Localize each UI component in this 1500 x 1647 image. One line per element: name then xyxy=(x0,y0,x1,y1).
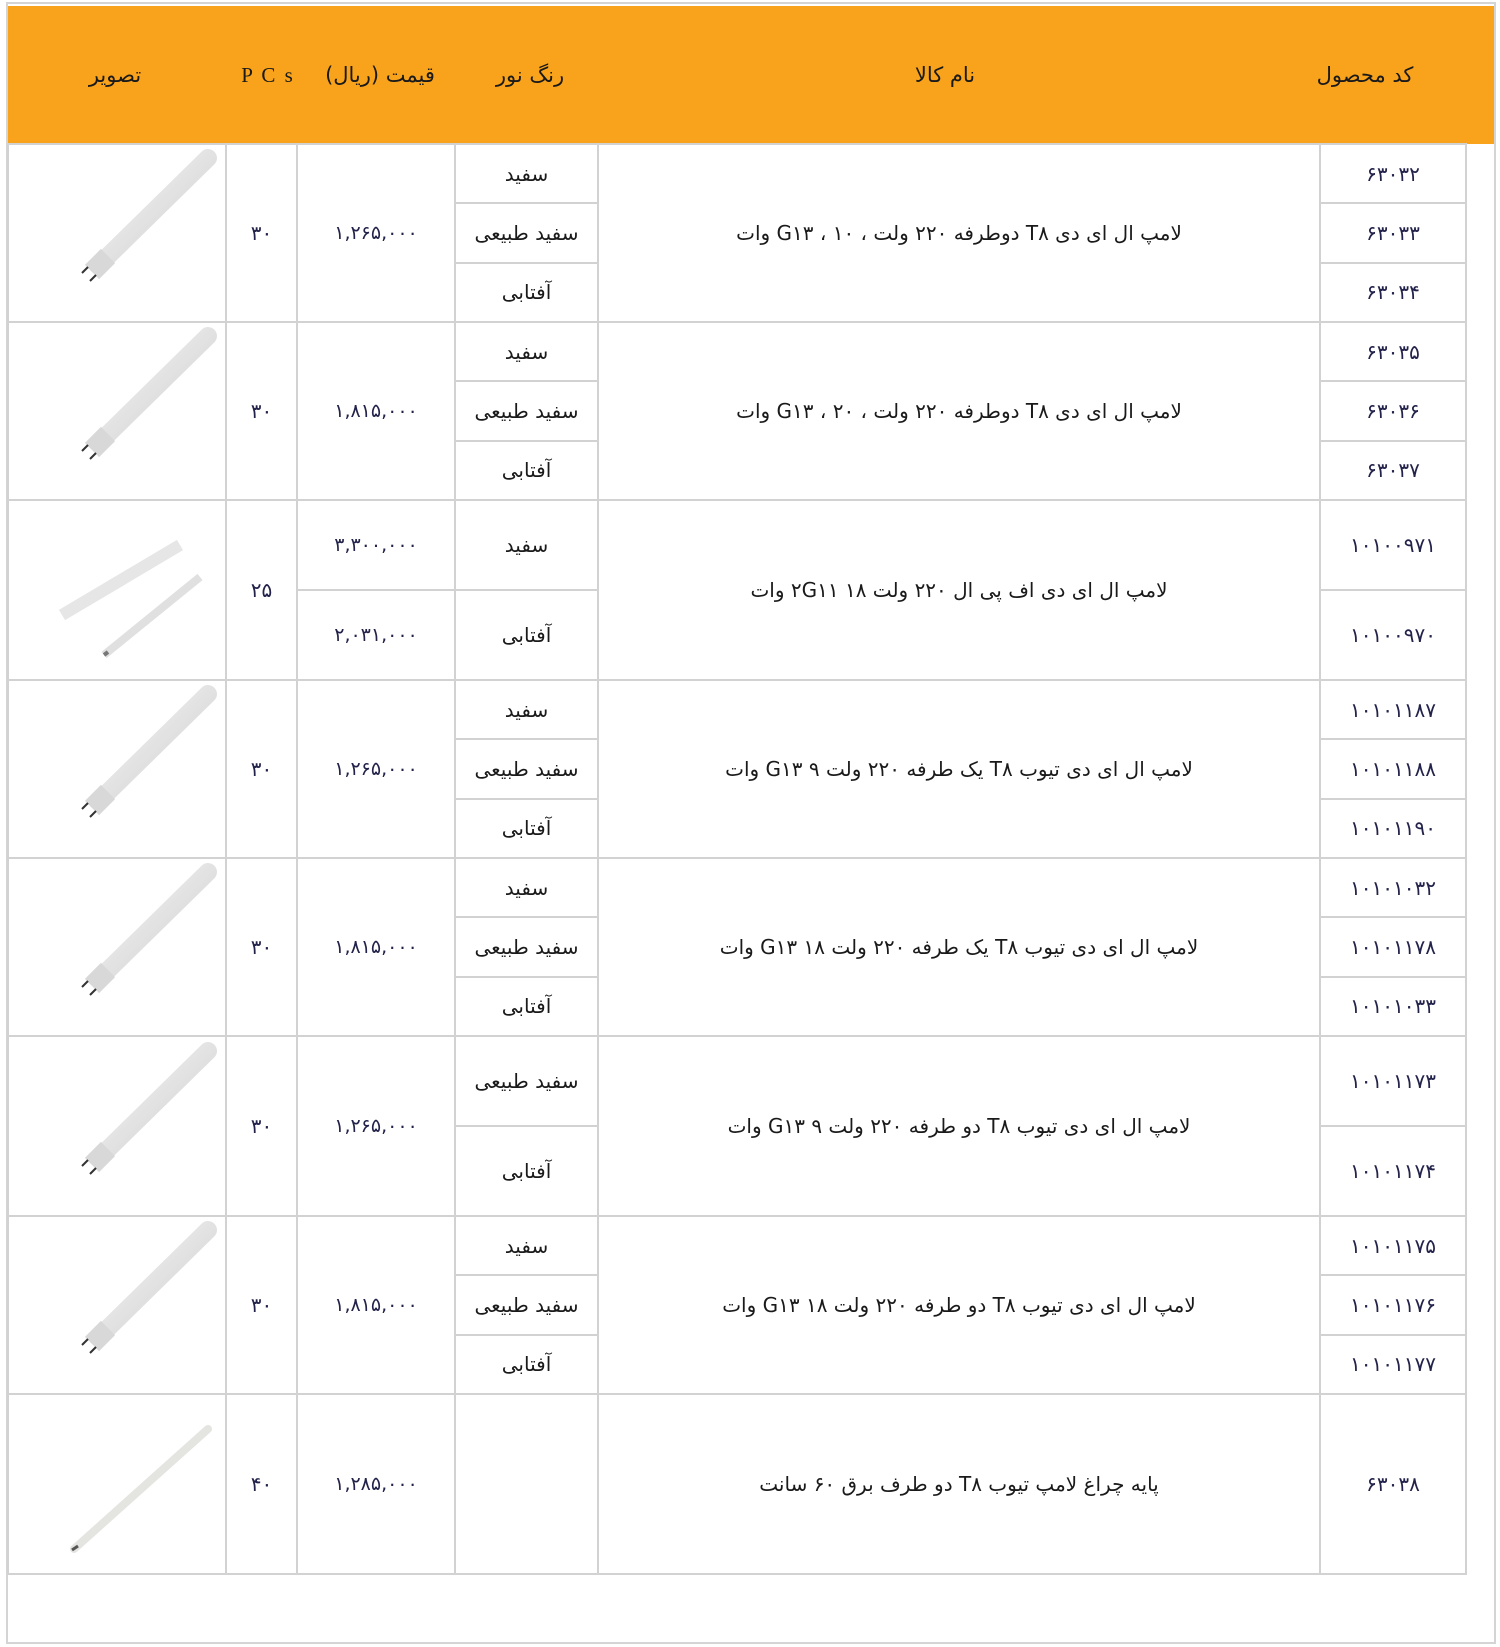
pcs-count: ۳۰ xyxy=(250,399,273,423)
light-color: سفید xyxy=(504,339,549,364)
product-code: ۶۳۰۳۶ xyxy=(1366,398,1420,423)
product-code: ۱۰۱۰۱۱۷۸ xyxy=(1350,934,1436,959)
price-value: ۱,۲۸۵,۰۰۰ xyxy=(334,1473,418,1495)
grid-line-horizontal xyxy=(1320,202,1466,204)
price-value: ۱,۲۶۵,۰۰۰ xyxy=(334,1115,418,1137)
light-color: سفید طبیعی xyxy=(474,398,579,423)
product-code: ۱۰۱۰۱۱۷۷ xyxy=(1350,1352,1436,1377)
grid-line-horizontal xyxy=(455,976,598,978)
grid-line-horizontal xyxy=(455,1274,598,1276)
light-color: آفتابی xyxy=(501,1352,552,1377)
header-price: قیمت (ریال) xyxy=(325,63,435,87)
product-code: ۱۰۱۰۱۱۷۴ xyxy=(1350,1159,1436,1183)
product-image xyxy=(8,1036,226,1216)
product-name: لامپ ال ای دی تیوب T۸ یک طرفه ۲۲۰ ولت G۱۳ ۱۸ وات xyxy=(719,935,1199,959)
product-name: لامپ ال ای دی T۸ دوطرفه ۲۲۰ ولت ، ۱۰ ، G۱۳ وات xyxy=(736,221,1182,245)
product-code: ۶۳۰۳۲ xyxy=(1366,161,1420,186)
light-color: آفتابی xyxy=(501,458,552,483)
product-code: ۶۳۰۳۵ xyxy=(1366,339,1420,364)
product-image xyxy=(8,1394,226,1574)
header-product-code: کد محصول xyxy=(1316,63,1414,87)
light-color: سفید xyxy=(504,697,549,722)
product-code: ۱۰۱۰۱۱۹۰ xyxy=(1350,816,1436,841)
light-color: آفتابی xyxy=(501,994,552,1019)
price-value: ۲,۰۳۱,۰۰۰ xyxy=(334,624,418,646)
product-image xyxy=(8,322,226,500)
product-name: لامپ ال ای دی تیوب T۸ دو طرفه ۲۲۰ ولت G۱۳ ۱۸ وات xyxy=(722,1293,1196,1317)
price-value: ۱,۸۱۵,۰۰۰ xyxy=(334,1294,418,1316)
product-code: ۱۰۱۰۱۰۳۳ xyxy=(1350,994,1436,1019)
grid-line-horizontal xyxy=(1320,1274,1466,1276)
light-color: سفید طبیعی xyxy=(474,220,579,245)
price-value: ۱,۸۱۵,۰۰۰ xyxy=(334,936,418,958)
product-code: ۶۳۰۳۳ xyxy=(1366,220,1420,245)
light-color: آفتابی xyxy=(501,623,552,647)
product-image xyxy=(8,1216,226,1394)
light-color: آفتابی xyxy=(501,816,552,841)
grid-line-horizontal xyxy=(1320,589,1466,591)
light-color: سفید طبیعی xyxy=(474,934,579,959)
product-image xyxy=(8,858,226,1036)
grid-line-horizontal xyxy=(1320,738,1466,740)
product-code: ۶۳۰۳۸ xyxy=(1366,1472,1420,1496)
product-code: ۱۰۱۰۱۰۳۲ xyxy=(1350,875,1436,900)
light-color: آفتابی xyxy=(501,280,552,305)
price-value: ۱,۲۶۵,۰۰۰ xyxy=(334,222,418,244)
product-image xyxy=(8,144,226,322)
light-color: سفید xyxy=(504,1233,549,1258)
product-image xyxy=(8,680,226,858)
product-name: پایه چراغ لامپ تیوب T۸ دو طرف برق ۶۰ سانت xyxy=(759,1472,1159,1496)
product-name: لامپ ال ای دی تیوب T۸ یک طرفه ۲۲۰ ولت G۱۳ ۹ وات xyxy=(725,757,1193,781)
pcs-count: ۳۰ xyxy=(250,221,273,245)
product-code: ۱۰۱۰۱۱۷۶ xyxy=(1350,1292,1436,1317)
header-pcs: P C s xyxy=(241,62,295,87)
pcs-count: ۴۰ xyxy=(250,1472,273,1496)
light-color: سفید xyxy=(504,875,549,900)
grid-line-horizontal xyxy=(1320,1125,1466,1127)
grid-line-horizontal xyxy=(1320,976,1466,978)
price-value: ۱,۸۱۵,۰۰۰ xyxy=(334,400,418,422)
product-code: ۱۰۱۰۱۱۸۸ xyxy=(1350,756,1436,781)
light-color: سفید طبیعی xyxy=(474,756,579,781)
product-name: لامپ ال ای دی اف پی ال ۲۲۰ ولت ۲G۱۱ ۱۸ وات xyxy=(750,578,1168,602)
product-name: لامپ ال ای دی تیوب T۸ دو طرفه ۲۲۰ ولت G۱۳ ۹ وات xyxy=(727,1114,1191,1138)
pcs-count: ۳۰ xyxy=(250,1293,273,1317)
header-light-color: رنگ نور xyxy=(495,63,565,87)
pcs-count: ۳۰ xyxy=(250,935,273,959)
price-value: ۳,۳۰۰,۰۰۰ xyxy=(334,534,418,556)
grid-line-horizontal xyxy=(1320,380,1466,382)
product-code: ۱۰۱۰۱۱۷۳ xyxy=(1350,1069,1436,1093)
product-code: ۶۳۰۳۴ xyxy=(1366,280,1420,305)
grid-line-horizontal xyxy=(297,589,455,591)
light-color: سفید xyxy=(504,161,549,186)
grid-line-horizontal xyxy=(455,202,598,204)
grid-line-horizontal xyxy=(1320,262,1466,264)
product-code: ۱۰۱۰۰۹۷۰ xyxy=(1350,623,1436,647)
pcs-count: ۳۰ xyxy=(250,1114,273,1138)
light-color: آفتابی xyxy=(501,1159,552,1183)
product-code: ۱۰۱۰۱۱۸۷ xyxy=(1350,697,1436,722)
pcs-count: ۲۵ xyxy=(250,578,273,602)
grid-line-horizontal xyxy=(455,798,598,800)
product-code: ۶۳۰۳۷ xyxy=(1366,458,1420,483)
grid-line-horizontal xyxy=(1320,1334,1466,1336)
grid-line-horizontal xyxy=(455,380,598,382)
light-color: سفید طبیعی xyxy=(474,1069,579,1093)
grid-line-horizontal xyxy=(1320,916,1466,918)
grid-line-horizontal xyxy=(455,738,598,740)
grid-line-horizontal xyxy=(455,262,598,264)
product-image xyxy=(8,500,226,680)
grid-line-horizontal xyxy=(455,1334,598,1336)
product-name: لامپ ال ای دی T۸ دوطرفه ۲۲۰ ولت ، ۲۰ ، G۱۳ وات xyxy=(736,399,1182,423)
grid-line-horizontal xyxy=(455,589,598,591)
grid-line-horizontal xyxy=(1320,798,1466,800)
grid-line-horizontal xyxy=(455,440,598,442)
grid-line-horizontal xyxy=(455,916,598,918)
product-code: ۱۰۱۰۰۹۷۱ xyxy=(1350,533,1436,557)
header-image: تصویر xyxy=(88,63,142,87)
light-color: سفید طبیعی xyxy=(474,1292,579,1317)
product-code: ۱۰۱۰۱۱۷۵ xyxy=(1350,1233,1436,1258)
header-product-name: نام کالا xyxy=(914,63,976,87)
price-value: ۱,۲۶۵,۰۰۰ xyxy=(334,758,418,780)
grid-line-horizontal xyxy=(1320,440,1466,442)
pcs-count: ۳۰ xyxy=(250,757,273,781)
light-color: سفید xyxy=(504,533,549,557)
grid-line-horizontal xyxy=(455,1125,598,1127)
